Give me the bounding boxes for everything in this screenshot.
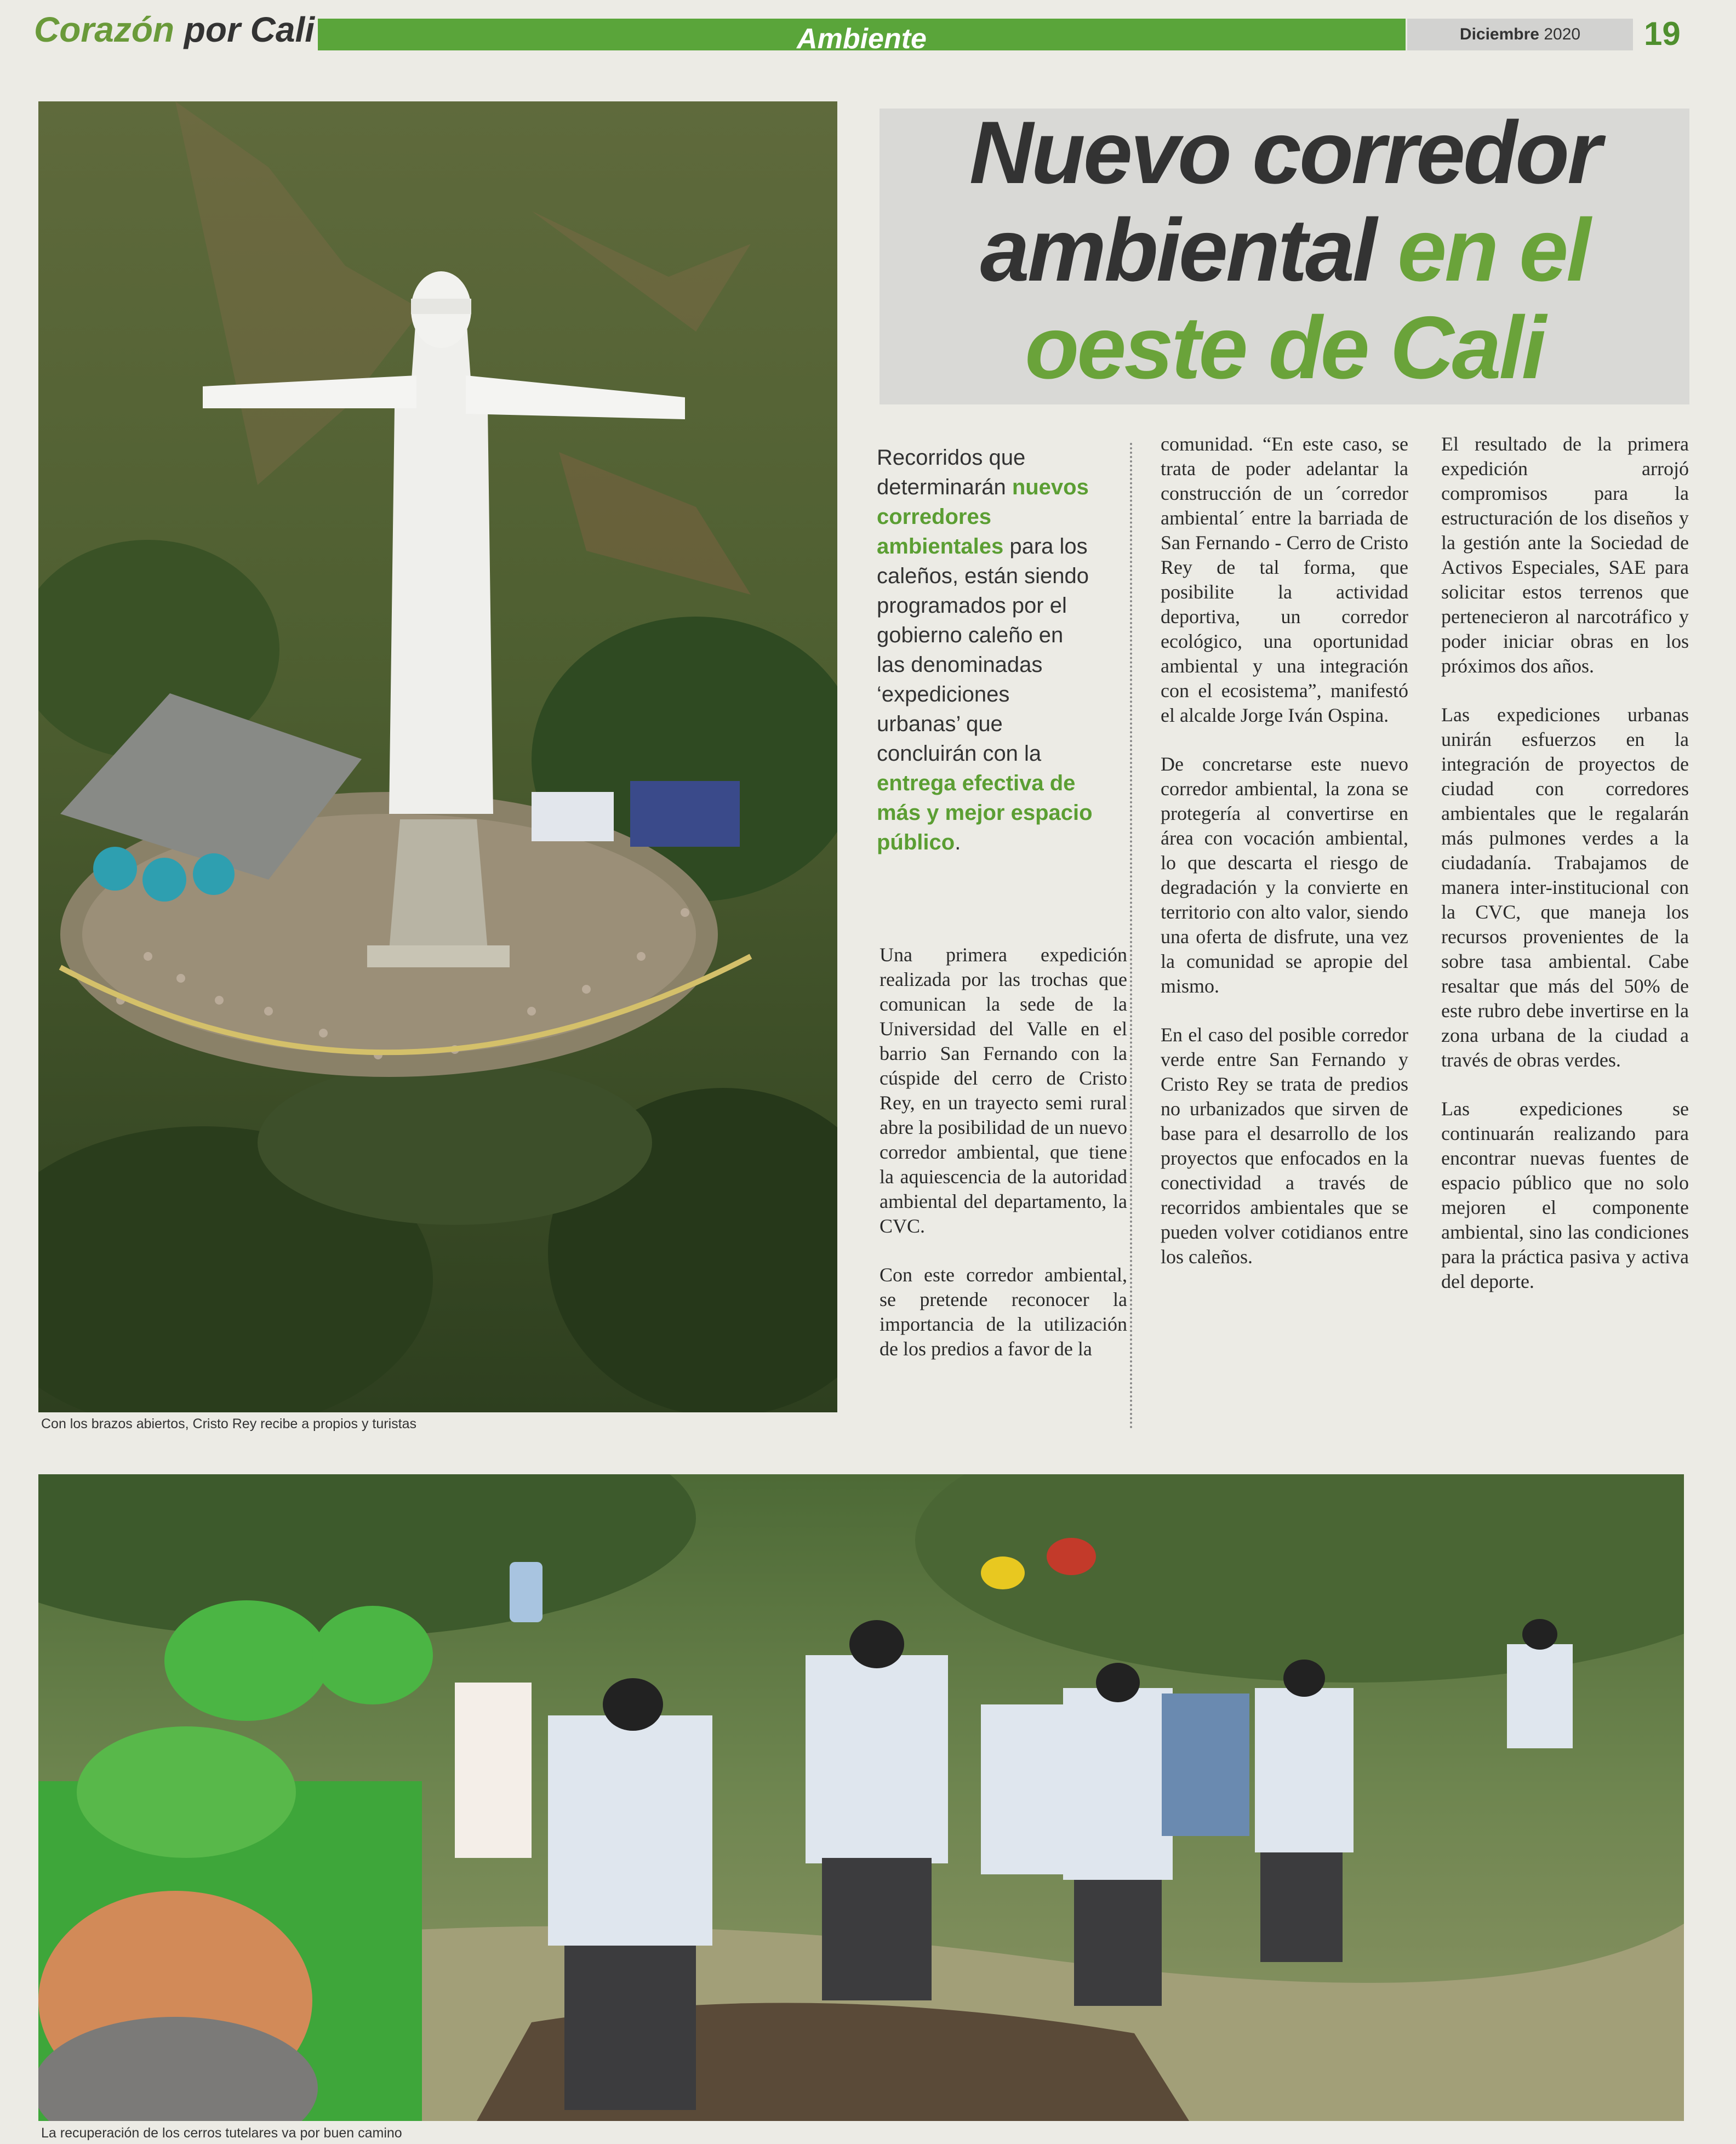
date-year: 2020	[1544, 25, 1581, 43]
headline-line1: Nuevo corredor	[969, 103, 1600, 202]
headline-line2-green: en el	[1397, 201, 1589, 300]
lead-text-2: para los caleños, están siendo programados por el gobierno caleño en las denominadas ‘expediciones urbanas’ que concluirán con la	[877, 534, 1089, 766]
paragraph: comunidad. “En este caso, se trata de poder adelantar la construcción de un ´corredor ambiental´ entre la barriada de San Fernando - Cerro de Cristo Rey de tal forma, que posibilite la actividad deportiva, un corredor ecológico, una oportunidad ambiental y una integración con el ecosistema”, manifestó el alcalde Jorge Iván Ospina.	[1161, 433, 1408, 726]
cristo-rey-photo	[38, 101, 837, 1412]
article-column-1	[880, 943, 1127, 1385]
headline-line3: oeste de Cali	[1025, 298, 1544, 397]
article-column-3	[1441, 432, 1689, 1318]
paragraph: Con este corredor ambiental, se pretende reconocer la importancia de la utilización de los predios a favor de la	[880, 1264, 1127, 1360]
lead-text-3: .	[955, 830, 961, 854]
lead-highlight-2: entrega efectiva de más y mejor espacio público	[877, 771, 1093, 854]
paragraph: De concretarse este nuevo corredor ambiental, la zona se protegería al convertirse en área con vocación ambiental, lo que descarta el riesgo de degradación y la convierte en territorio con alto valor, siendo una oferta de disfrute, una vez la comunidad se apropie del mismo.	[1161, 753, 1408, 997]
brand-logo	[34, 8, 315, 52]
column-divider	[1130, 443, 1132, 1429]
section-title: Ambiente	[797, 23, 927, 50]
top-photo-caption: Con los brazos abiertos, Cristo Rey recibe a propios y turistas	[41, 1416, 417, 1432]
paragraph: Las expediciones se continuarán realizando para encontrar nuevas fuentes de espacio público que no solo mejoren el componente ambiental, sino las condiciones para la práctica pasiva y activa del deporte.	[1441, 1098, 1689, 1292]
brand-part1: Corazón	[34, 10, 174, 49]
headline	[880, 104, 1689, 397]
headline-line2-dark: ambiental	[980, 201, 1375, 300]
paragraph: Las expediciones urbanas unirán esfuerzos en la integración de proyectos de ciudad con corredores ambientales que le regalarán más pulmones verdes a la ciudadanía. Trabajamos de manera inter-institucional con la CVC, que maneja los recursos provenientes de la sobre tasa ambiental. Cabe resaltar que más del 50% de este rubro debe invertirse en la zona urbana de la ciudad a través de obras verdes.	[1441, 704, 1689, 1071]
paragraph: El resultado de la primera expedición arrojó compromisos para la estructuración de los diseños y la gestión ante la Sociedad de Activos Especiales, SAE para solicitar estos terrenos que pertenecieron al narcotráfico y poder iniciar obras en los próximos dos años.	[1441, 433, 1689, 677]
paragraph: En el caso del posible corredor verde entre San Fernando y Cristo Rey se trata de predios no urbanizados que sirven de base para el desarrollo de los proyectos que enfocados en la conectividad a través de recorridos ambientales que se pueden volver cotidianos entre los caleños.	[1161, 1024, 1408, 1268]
lead-text-1: Recorridos que determinarán	[877, 446, 1026, 499]
lead-paragraph	[877, 443, 1096, 857]
paragraph: Una primera expedición realizada por las trochas que comunican la sede de la Universidad del Valle en el barrio San Fernando con la cúspide del cerro de Cristo Rey, en un trayecto semi rural abre la posibilidad de un nuevo corredor ambiental, que tiene la aquiescencia de la autoridad ambiental del departamento, la CVC.	[880, 944, 1127, 1237]
lead-highlight-1: nuevos corredores ambientales	[877, 475, 1089, 558]
expedition-photo	[38, 1474, 1684, 2121]
issue-date	[1407, 19, 1633, 50]
date-month: Diciembre	[1459, 25, 1539, 43]
article-column-2	[1161, 432, 1408, 1293]
brand-part2: por Cali	[184, 10, 315, 49]
bottom-photo-caption: La recuperación de los cerros tutelares va por buen camino	[41, 2125, 402, 2141]
page-number: 19	[1644, 15, 1681, 52]
